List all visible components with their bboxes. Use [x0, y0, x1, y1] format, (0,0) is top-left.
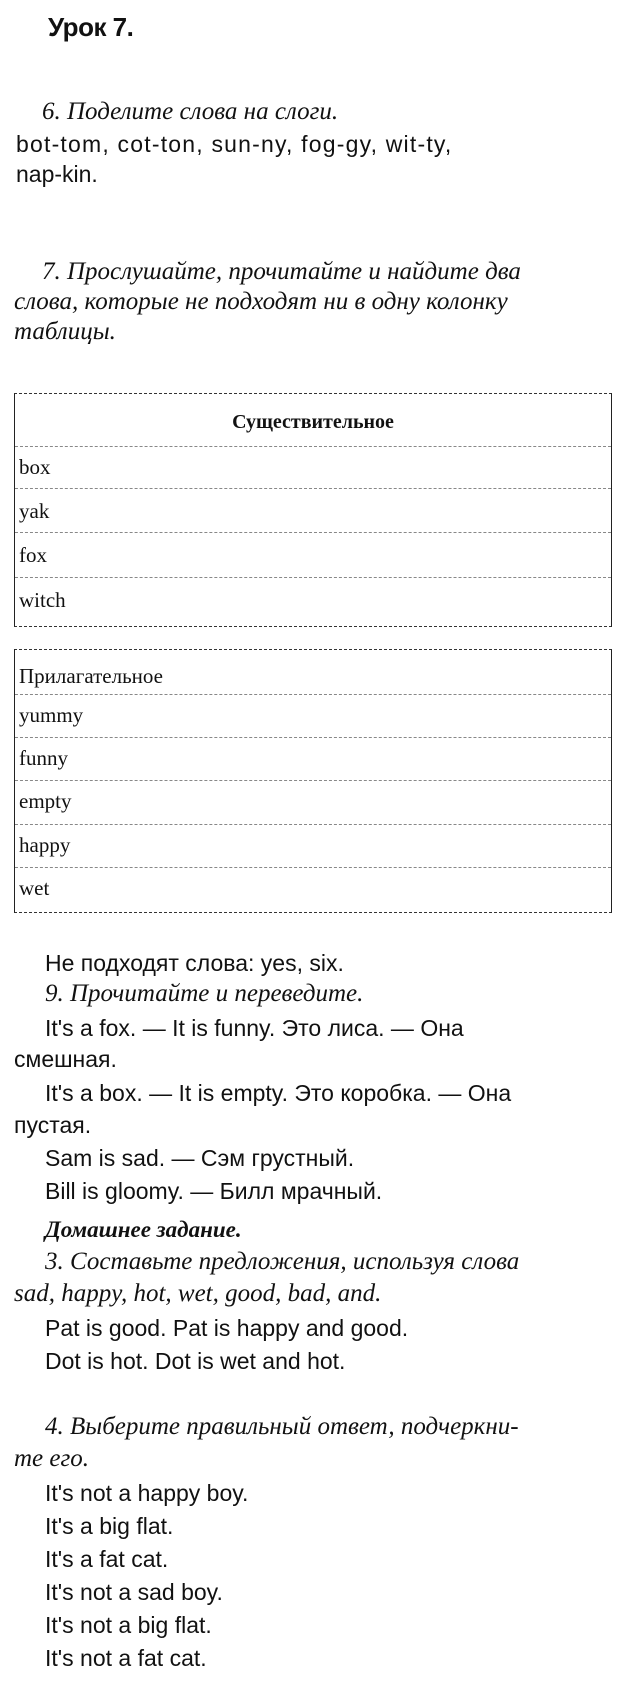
table-cell: witch	[19, 588, 66, 612]
hw-ex4-answer: It's not a fat cat.	[45, 1645, 207, 1671]
adjectives-table	[14, 649, 612, 913]
hw-ex4-answer: It's a big flat.	[45, 1513, 174, 1539]
hw-ex4-task-line1: 4. Выберите правильный ответ, подчеркни-	[45, 1413, 519, 1440]
nouns-table	[14, 393, 612, 627]
ex9-line: смешная.	[14, 1046, 117, 1072]
hw-ex4-task-line2: те его.	[14, 1445, 89, 1472]
table-cell: empty	[19, 789, 72, 813]
ex9-task: 9. Прочитайте и переведите.	[45, 980, 364, 1007]
ex7-task-line1: 7. Прослушайте, прочитайте и найдите два	[42, 258, 521, 285]
ex9-line: пустая.	[14, 1112, 92, 1138]
ex9-line: Bill is gloomy. — Билл мрачный.	[45, 1178, 383, 1204]
table-row	[15, 781, 611, 825]
table-row	[15, 825, 611, 868]
hw-ex3-answer: Pat is good. Pat is happy and good.	[45, 1315, 409, 1341]
ex9-line: It's a fox. — It is funny. Это лиса. — Она	[45, 1015, 464, 1041]
hw-ex4-answer: It's not a big flat.	[45, 1612, 212, 1638]
adjectives-table-header: Прилагательное	[19, 664, 163, 688]
ex6-task: 6. Поделите слова на слоги.	[42, 98, 339, 125]
ex6-syllables-line2: nap-kin.	[16, 161, 98, 187]
table-row	[15, 738, 611, 781]
ex9-line: Sam is sad. — Сэм грустный.	[45, 1145, 355, 1171]
ex7-answer: Не подходят слова: yes, six.	[45, 950, 344, 976]
ex7-task-line2: слова, которые не подходят ни в одну колонку	[14, 288, 508, 315]
table-row	[15, 488, 611, 533]
hw-ex4-answer: It's a fat cat.	[45, 1546, 169, 1572]
table-cell: wet	[19, 876, 50, 900]
table-header-row	[15, 650, 611, 695]
table-row	[15, 578, 611, 624]
table-cell: fox	[19, 543, 47, 567]
table-cell: yummy	[19, 703, 84, 727]
table-row	[15, 868, 611, 910]
table-row	[15, 446, 611, 489]
hw-ex3-task-line1: 3. Составьте предложения, используя слова	[45, 1248, 520, 1275]
table-cell: box	[19, 455, 51, 479]
ex6-syllables-line1: bot-tom, cot-ton, sun-ny, fog-gy, wit-ty,	[16, 131, 453, 157]
table-row	[15, 695, 611, 738]
ex7-task-line3: таблицы.	[14, 318, 116, 345]
ex9-line: It's a box. — It is empty. Это коробка. — Она	[45, 1080, 512, 1106]
table-row	[15, 533, 611, 578]
lesson-title: Урок 7.	[48, 12, 134, 42]
hw-ex4-answer: It's not a sad boy.	[45, 1579, 223, 1605]
nouns-table-header: Существительное	[232, 411, 394, 433]
table-cell: funny	[19, 746, 68, 770]
hw-ex3-task-line2: sad, happy, hot, wet, good, bad, and.	[14, 1280, 382, 1307]
homework-title: Домашнее задание.	[45, 1217, 242, 1242]
table-cell: yak	[19, 499, 50, 523]
hw-ex3-answer: Dot is hot. Dot is wet and hot.	[45, 1348, 346, 1374]
hw-ex4-answer: It's not a happy boy.	[45, 1480, 249, 1506]
table-cell: happy	[19, 833, 71, 857]
